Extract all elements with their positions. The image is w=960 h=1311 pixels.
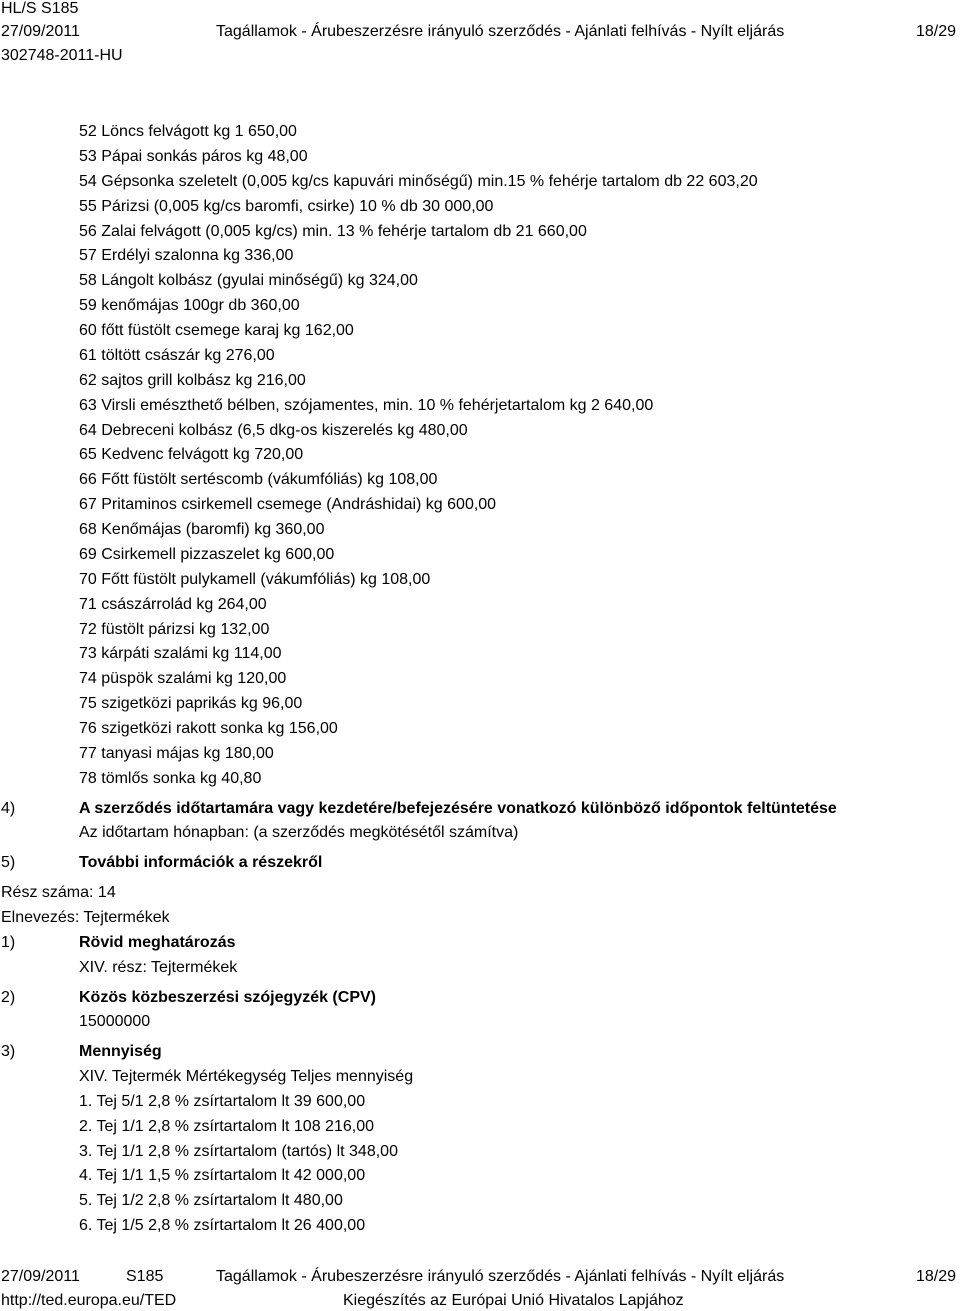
- list-item: 59 kenőmájas 100gr db 360,00: [79, 297, 300, 314]
- list-item: 67 Pritaminos csirkemell csemege (Andráshidai) kg 600,00: [79, 496, 497, 513]
- footer-date: 27/09/2011: [1, 1268, 80, 1285]
- list-item: 77 tanyasi májas kg 180,00: [79, 745, 274, 762]
- section-5-heading: További információk a részekről: [79, 854, 323, 871]
- quantity-line: 4. Tej 1/1 1,5 % zsírtartalom lt 42 000,00: [79, 1167, 366, 1184]
- part-number: Rész száma: 14: [1, 884, 116, 901]
- header-doc-id: HL/S S185: [1, 0, 79, 17]
- list-item: 60 főtt füstölt csemege karaj kg 162,00: [79, 322, 354, 339]
- quantity-line: 1. Tej 5/1 2,8 % zsírtartalom lt 39 600,00: [79, 1093, 366, 1110]
- list-item: 65 Kedvenc felvágott kg 720,00: [79, 446, 304, 463]
- section-4-number: 4): [1, 800, 16, 817]
- list-item: 55 Párizsi (0,005 kg/cs baromfi, csirke) 10 % db 30 000,00: [79, 198, 494, 215]
- header-date: 27/09/2011: [1, 23, 80, 40]
- list-item: 72 füstölt párizsi kg 132,00: [79, 621, 270, 638]
- list-item: 70 Főtt füstölt pulykamell (vákumfóliás) kg 108,00: [79, 571, 431, 588]
- subsection-2-heading: Közös közbeszerzési szójegyzék (CPV): [79, 989, 376, 1006]
- section-4-heading: A szerződés időtartamára vagy kezdetére/befejezésére vonatkozó különböző időpontok feltüntetése: [79, 800, 837, 817]
- footer-series: S185: [126, 1268, 164, 1285]
- section-4-text: Az időtartam hónapban: (a szerződés megkötésétől számítva): [79, 824, 519, 841]
- list-item: 64 Debreceni kolbász (6,5 dkg-os kiszerelés kg 480,00: [79, 422, 468, 439]
- list-item: 63 Virsli emészthető bélben, szójamentes, min. 10 % fehérjetartalom kg 2 640,00: [79, 397, 654, 414]
- list-item: 73 kárpáti szalámi kg 114,00: [79, 645, 282, 662]
- list-item: 56 Zalai felvágott (0,005 kg/cs) min. 13 % fehérje tartalom db 21 660,00: [79, 223, 587, 240]
- subsection-1-number: 1): [1, 934, 16, 951]
- list-item: 71 császárrolád kg 264,00: [79, 596, 267, 613]
- footer-supplement: Kiegészítés az Európai Unió Hivatalos Lapjához: [343, 1292, 684, 1309]
- subsection-3-heading: Mennyiség: [79, 1043, 162, 1060]
- section-5-number: 5): [1, 854, 16, 871]
- header-page-number: 18/29: [915, 23, 956, 40]
- list-item: 75 szigetközi paprikás kg 96,00: [79, 695, 303, 712]
- list-item: 69 Csirkemell pizzaszelet kg 600,00: [79, 546, 335, 563]
- quantity-line: 6. Tej 1/5 2,8 % zsírtartalom lt 26 400,00: [79, 1217, 366, 1234]
- footer-page-number: 18/29: [915, 1268, 956, 1285]
- list-item: 74 püspök szalámi kg 120,00: [79, 670, 287, 687]
- subsection-3-number: 3): [1, 1043, 16, 1060]
- subsection-1-text: XIV. rész: Tejtermékek: [79, 959, 238, 976]
- header-reference: 302748-2011-HU: [1, 47, 123, 64]
- list-item: 61 töltött császár kg 276,00: [79, 347, 275, 364]
- list-item: 57 Erdélyi szalonna kg 336,00: [79, 247, 294, 264]
- subsection-2-number: 2): [1, 989, 16, 1006]
- list-item: 54 Gépsonka szeletelt (0,005 kg/cs kapuvári minőségű) min.15 % fehérje tartalom db 22 603,20: [79, 173, 758, 190]
- list-item: 76 szigetközi rakott sonka kg 156,00: [79, 720, 338, 737]
- list-item: 62 sajtos grill kolbász kg 216,00: [79, 372, 306, 389]
- quantity-table-header: XIV. Tejtermék Mértékegység Teljes mennyiség: [79, 1068, 414, 1085]
- part-name: Elnevezés: Tejtermékek: [1, 909, 170, 926]
- quantity-line: 5. Tej 1/2 2,8 % zsírtartalom lt 480,00: [79, 1192, 343, 1209]
- list-item: 52 Löncs felvágott kg 1 650,00: [79, 123, 297, 140]
- cpv-code: 15000000: [79, 1013, 151, 1030]
- quantity-line: 3. Tej 1/1 2,8 % zsírtartalom (tartós) lt 348,00: [79, 1143, 398, 1160]
- list-item: 58 Lángolt kolbász (gyulai minőségű) kg 324,00: [79, 272, 418, 289]
- list-item: 53 Pápai sonkás páros kg 48,00: [79, 148, 308, 165]
- list-item: 68 Kenőmájas (baromfi) kg 360,00: [79, 521, 325, 538]
- list-item: 78 tömlős sonka kg 40,80: [79, 770, 262, 787]
- list-item: 66 Főtt füstölt sertéscomb (vákumfóliás) kg 108,00: [79, 471, 438, 488]
- subsection-1-heading: Rövid meghatározás: [79, 934, 236, 951]
- footer-title: Tagállamok - Árubeszerzésre irányuló szerződés - Ajánlati felhívás - Nyílt eljárás: [216, 1268, 785, 1285]
- footer-url-link[interactable]: http://ted.europa.eu/TED: [1, 1292, 177, 1309]
- header-title: Tagállamok - Árubeszerzésre irányuló szerződés - Ajánlati felhívás - Nyílt eljárás: [216, 23, 785, 40]
- quantity-line: 2. Tej 1/1 2,8 % zsírtartalom lt 108 216,00: [79, 1118, 374, 1135]
